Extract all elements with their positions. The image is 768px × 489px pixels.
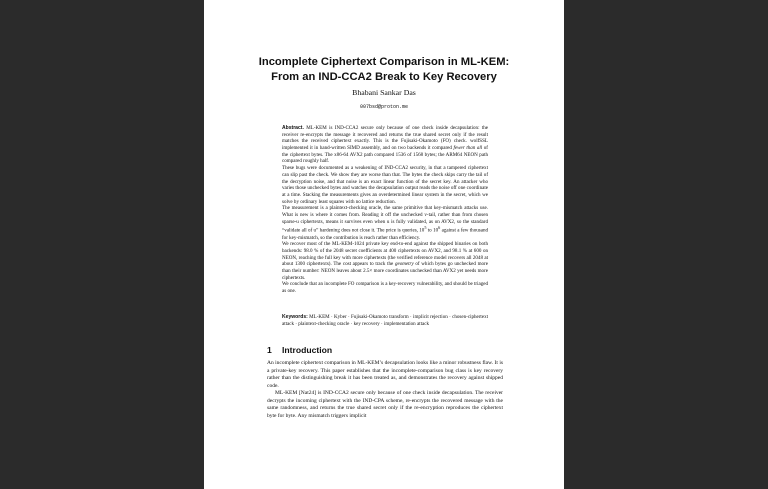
abstract-paragraph-5: We conclude that an incomplete FO comparison is a key-recovery vulnerability, and should be triaged as one. [282,281,488,295]
paper-page [204,0,564,489]
author-email: 007bsd@proton.me [359,104,408,110]
keywords [282,314,488,327]
introduction-body [267,360,503,420]
title-line-2: From an IND-CCA2 Break to Key Recovery [271,70,497,83]
intro-paragraph-2: ML-KEM [Nat24] is IND-CCA2 secure only because of one check inside decapsulation. The receiver decrypts the incoming ciphertext with the IND-CPA scheme, re-encrypts the recovered message with the same randomness, and returns the true shared secret only if the re-encryption reproduces the ciphertext byte for byte. Any mismatch triggers implicit [267,390,503,419]
title-line-1: Incomplete Ciphertext Comparison in ML-KEM: [258,56,510,68]
section-heading [267,345,332,355]
abstract-emphasis: geometry [394,261,414,268]
paper-title [204,55,564,84]
abstract-text: of which bytes go unchecked more than their number: NEON leaves about 2.5× more coordinates unchecked than AVX2 yet needs more ciphertexts. [282,261,488,281]
exponent: 6 [438,225,441,231]
abstract-paragraph-3 [282,205,488,241]
author-name: Bhabani Sankar Das [352,88,416,97]
abstract-paragraph-1 [282,125,488,165]
abstract-text: of the ciphertext bytes. The x86-64 AVX2 path compared 1536 of 1568 bytes; the ARM64 NEON path compared roughly half. [282,145,488,165]
exponent: 5 [424,225,427,231]
abstract [282,125,488,295]
abstract-text: ML-KEM is IND-CCA2 secure only because of one check inside decapsulation: the receiver re-encrypts the message it recovered and returns the true shared secret only if the result matches the received ciphertext exactly. This is the Fujisaki-Okamoto (FO) check. wolfSSL implemented it in hand-written SIMD assembly, and on two backends it compared [282,125,488,152]
section-title: Introduction [282,345,333,355]
abstract-paragraph-4 [282,241,488,281]
keywords-label: Keywords: [282,314,308,320]
abstract-label: Abstract. [282,125,304,131]
abstract-emphasis: fewer than all [453,145,483,152]
section-number: 1 [267,345,272,355]
abstract-paragraph-2: These bugs were documented as a weakening of IND-CCA2 security, in that a tampered ciphertext can slip past the check. We show they are worse than that. The bytes the check skips carry the tail of the decryption noise, and that noise is an exact linear function of the secret key. An attacker who varies those unchecked bytes and watches the decapsulation output reads the noise off one coordinate at a time. Stacking the measurements gives an overdetermined linear system in the secret, which we solve by ordinary least squares with no lattice reduction. [282,165,488,205]
abstract-text: against a few thousand for key-mismatch, so the contribution is reach rather than efficiency. [282,227,488,241]
intro-paragraph-1: An incomplete ciphertext comparison in ML-KEM’s decapsulation looks like a minor robustness flaw. It is a private-key recovery. This paper establishes that the incomplete-comparison bug class is key recovery rather than the distinguishing break it has been treated as, and demonstrates the recovery against shipped code. [267,360,503,389]
abstract-text: The measurement is a plaintext-checking oracle, the same primitive that key-mismatch attacks use. What is new is where it comes from. Reading it off the unchecked v-tail, rather than from chosen sparse-u ciphertexts, means it survives even when u is fully validated, as on AVX2, so the standard “validate all of u” hardening does not close it. The price is queries, 10 [282,205,488,234]
keywords-text: ML-KEM · Kyber · Fujisaki-Okamoto transform · implicit rejection · chosen-ciphertext attack · plaintext-checking oracle · key recovery · implementation attack [282,314,489,327]
abstract-text: We recover most of the ML-KEM-1024 private key end-to-end against the shipped binaries on both backends: 98.0 % of the 2048 secret coefficients at 400 ciphertexts on AVX2, and 98.1 % at 600 on NEON, reaching the full key with more ciphertexts (the verified reference model recovers all 2048 at about 1300 ciphertexts). The cost appears to track the [282,241,488,268]
abstract-text: to 10 [426,227,439,234]
